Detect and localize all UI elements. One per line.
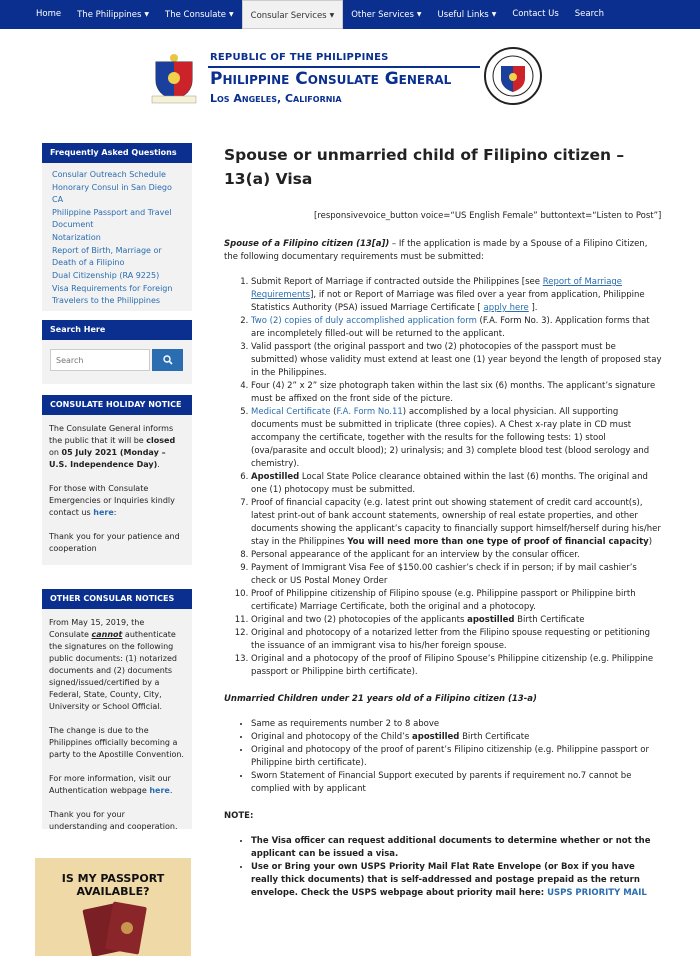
notices-widget-title: OTHER CONSULAR NOTICES [42,589,192,609]
fa-form-11-link[interactable]: F.A. Form No.11 [336,407,403,417]
children-requirement-item: • Same as requirements number 2 to 8 above [251,718,664,731]
requirement-text: Original and photocopy of the Child’s [251,732,412,742]
notices-paragraph: The change is due to the Philippines officially becoming a party to the Apostille Convention. [49,726,184,759]
spouse-requirements-list [224,276,664,679]
holiday-date-text: 05 July 2021 (Monday – U.S. Independence Day) [49,448,166,469]
children-requirement-item: • Sworn Statement of Financial Support executed by parents if requirement no.7 cannot be complied with by applicant [251,770,664,796]
requirement-text: Proof of financial capacity (e.g. latest print out showing statement of credit card account(s), latest print-out of bank account statements, ownership of real estate properties, and other documents showing the applicant’s capacity to financially support himself/herself during his/her stay in the Philippines [251,498,661,547]
requirement-item: 9. Payment of Immigrant Visa Fee of $150.00 cashier’s check if in person; if by mail cashier’s check or US Postal Money Order [251,562,664,588]
requirement-item: 8. Personal appearance of the applicant for an interview by the consular officer. [251,549,664,562]
holiday-thanks: Thank you for your patience and cooperation [49,532,180,553]
nav-contact-us[interactable] [504,0,566,29]
passport-banner-line1: IS MY PASSPORT [61,872,165,885]
passport-image [35,858,191,956]
nav-the-consulate[interactable] [157,0,242,29]
voice-shortcode-text: [responsivevoice_button voice=“US English Female” buttontext=“Listen to Post”] [314,211,662,221]
other-notices-widget [42,589,192,829]
faq-link[interactable]: Visa Requirements for Foreign Travelers to the Philippines [52,284,173,305]
site-header [0,44,700,114]
holiday-widget-title: CONSULATE HOLIDAY NOTICE [42,395,192,415]
authentication-link[interactable]: here [149,786,170,795]
requirement-text: ) accomplished by a local physician. All supporting documents must be submitted in triplicate (three copies). A Chest x-ray plate in CD must accompany the certificate, together with the results for the following tests: 1) stool (ova/parasite and occult blood); 2) urinalysis; and 3) complete blood test (blood serology and chemistry). [251,407,650,469]
faq-link[interactable]: Dual Citizenship (RA 9225) [52,271,160,280]
note-heading: NOTE: [224,811,254,821]
holiday-text: on [49,448,62,457]
passport-banner-line2: AVAILABLE? [76,885,150,898]
passport-availability-banner[interactable] [35,858,191,956]
requirement-text: Submit Report of Marriage if contracted outside the Philippines [see [251,277,543,287]
nav-useful-links[interactable] [430,0,505,29]
nav-consular-services-label: Consular Services [250,11,327,21]
faq-link[interactable]: Honorary Consul in San Diego CA [52,183,172,204]
faq-widget-title: Frequently Asked Questions [42,143,192,163]
requirement-item [251,406,664,471]
header-republic-line: REPUBLIC OF THE PHILIPPINES [210,52,389,63]
requirement-item [251,614,664,627]
notices-text: From May 15, 2019, the Consulate [49,618,145,639]
search-icon [163,355,173,365]
search-widget [42,320,192,384]
requirement-text: ], if not or Report of Marriage was filed over a year from application, Philippine Statistics Authority (PSA) issued Marriage Certificate [ [251,290,645,313]
header-location: Los Angeles, California [210,92,342,105]
note-text: Use or Bring your own USPS Priority Mail Flat Rate Envelope (or Box if you have really thick documents) that is self-addressed and postage prepaid as the return envelope. Check the USPS webpage about priority mail here: [251,862,640,898]
requirement-bold-text: apostilled [412,732,460,742]
requirement-item [251,315,664,341]
caret-down-icon: ▼ [329,12,335,19]
nav-search[interactable] [567,0,612,29]
holiday-text: : [113,508,117,517]
requirement-bold-text: You will need more than one type of proof of financial capacity [347,537,649,547]
requirement-text: (F.A. Form No. 3). Application forms that are incompletely filled-out will be returned to the applicant. [251,316,650,339]
caret-down-icon: ▼ [144,11,150,18]
note-item [251,861,664,900]
requirement-item: 13. Original and a photocopy of the proof of Filipino Spouse’s Philippine citizenship (e.g. Philippine passport or Philippine birth certificate). [251,653,664,679]
faq-link[interactable]: Report of Birth, Marriage or Death of a Filipino [52,246,162,267]
caret-down-icon: ▼ [491,11,497,18]
faq-link[interactable]: Notarization [52,233,101,242]
requirement-text: ( [330,407,337,417]
nav-home-label: Home [36,9,62,19]
article-body [224,238,664,914]
search-input[interactable] [50,349,150,371]
notices-text: authenticate the signatures on the following public documents: (1) notarized documents and (2) documents signed/issued/certified by a Federal, State, County, City, University or School Official. [49,630,177,711]
header-rule [208,66,480,68]
usps-priority-mail-link[interactable]: USPS PRIORITY MAIL [547,888,647,898]
main-content [224,143,664,898]
nav-the-philippines-label: The Philippines [77,10,142,20]
holiday-contact-paragraph [49,483,185,519]
consulate-seal-logo[interactable] [483,46,543,106]
holiday-text: For those with Consulate Emergencies or Inquiries kindly contact us [49,484,175,517]
page-title: Spouse or unmarried child of Filipino citizen – 13(a) Visa [224,146,625,188]
spouse-heading: Spouse of a Filipino citizen (13[a]) [224,239,390,249]
notices-paragraph [49,617,185,713]
holiday-closed-text: closed [146,436,176,445]
search-button[interactable] [152,349,183,371]
spouse-intro-paragraph [224,238,664,264]
spouse-intro-text: – If the application is made by a Spouse of a Filipino Citizen, the following documentary requirements must be submitted: [224,239,648,262]
holiday-widget-body [42,415,192,575]
notices-text: . [169,786,173,795]
requirement-item: 10. Proof of Philippine citizenship of Filipino spouse (e.g. Philippine passport or Philippine birth certificate) Marriage Certificate, both the original and a photocopy. [251,588,664,614]
holiday-text: The Consulate General informs the public that it will be [49,424,174,445]
apply-here-link[interactable]: apply here [483,303,529,313]
requirement-text: Birth Certificate [514,615,585,625]
requirement-bold-text: apostilled [467,615,515,625]
nav-other-services[interactable] [343,0,429,29]
requirement-text: Local State Police clearance obtained within the last (6) months. The original and one (1) photocopy must be submitted. [251,472,648,495]
faq-link[interactable]: Consular Outreach Schedule [52,170,166,179]
notices-paragraph [49,773,185,797]
requirement-item [251,276,664,315]
faq-link[interactable]: Philippine Passport and Travel Document [52,208,172,229]
requirement-text: ]. [528,303,538,313]
requirement-item [251,471,664,497]
search-row [42,340,192,380]
holiday-paragraph [49,423,185,471]
requirement-item [251,497,664,549]
note-list [224,835,664,900]
search-widget-title: Search Here [42,320,192,340]
children-requirement-item [251,731,664,744]
nav-the-consulate-label: The Consulate [165,10,227,20]
children-heading: Unmarried Children under 21 years old of a Filipino citizen (13-a) [224,694,537,704]
children-requirements-list [224,718,664,796]
nav-useful-links-label: Useful Links [437,10,489,20]
caret-down-icon: ▼ [229,11,234,18]
application-form-link[interactable]: Two (2) copies of duly accomplished application form [251,316,477,326]
nav-the-philippines[interactable] [69,0,157,29]
header-consulate-name: Philippine Consulate General [210,69,452,89]
nav-search-label: Search [574,9,604,19]
holiday-notice-widget [42,395,192,565]
philippine-coat-of-arms-logo[interactable] [148,48,200,106]
notices-thanks: Thank you for your understanding and cooperation. [49,810,178,831]
caret-down-icon: ▼ [416,11,422,18]
children-requirement-item: • Original and photocopy of the proof of parent’s Filipino citizenship (e.g. Philippine passport or Philippine birth certificate). [251,744,664,770]
requirement-text: ) [648,537,653,547]
nav-consular-services[interactable] [242,0,344,29]
holiday-contact-link[interactable]: here [93,508,114,517]
nav-contact-us-label: Contact Us [512,9,559,19]
holiday-text: . [157,460,160,469]
nav-other-services-label: Other Services [351,10,414,20]
notices-widget-body [42,609,192,853]
requirement-bold-text: Apostilled [251,472,300,482]
notices-text: For more information, visit our Authentication webpage [49,774,171,795]
notices-cannot-text: cannot [91,630,123,639]
faq-list [42,163,192,314]
requirement-item: 3. Valid passport (the original passport and two (2) photocopies of the passport must be submitted) whose validity must extend at least one (1) year beyond the length of proposed stay in the Philippines. [251,341,664,380]
note-item: • The Visa officer can request additional documents to determine whether or not the applicant can be issued a visa. [251,835,664,861]
report-of-marriage-link[interactable]: Report of Marriage Requirements [251,277,623,300]
requirement-text: Original and two (2) photocopies of the applicants [251,615,468,625]
medical-certificate-link[interactable]: Medical Certificate [251,407,331,417]
requirement-item: 4. Four (4) 2” x 2” size photograph taken within the last six (6) months. The applicant’s signature must be affixed on the front side of the picture. [251,380,664,406]
faq-widget [42,143,192,311]
requirement-item: 12. Original and photocopy of a notarized letter from the Filipino spouse requesting or petitioning the issuance of an immigrant visa to his/her foreign spouse. [251,627,664,653]
requirement-text: Birth Certificate [459,732,530,742]
nav-home[interactable] [28,0,69,29]
top-navbar [0,0,700,29]
